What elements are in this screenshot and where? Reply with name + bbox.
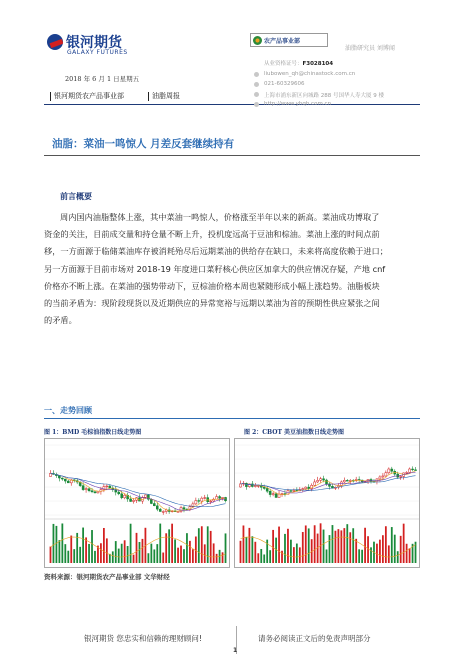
volume-bar [335, 531, 337, 563]
candle-body [58, 476, 60, 478]
volume-bar [70, 536, 72, 563]
volume-bar [243, 525, 245, 563]
candle-body [222, 497, 224, 498]
dept-label: 农产品事业部 [264, 38, 301, 45]
candle-body [216, 497, 218, 500]
volume-bar [53, 524, 55, 563]
candle-body [269, 491, 271, 494]
galaxy-logo-icon [47, 34, 63, 50]
preface-line: 周内国内油脂整体上涨，其中菜油一鸣惊人，价格涨至半年以来的新高。菜油成功博取了 [60, 212, 380, 222]
volume-bar [299, 547, 301, 563]
candle-body [314, 482, 316, 485]
preface-heading: 前言概要 [60, 192, 92, 201]
candle-body [64, 479, 66, 481]
volume-bar [225, 533, 227, 563]
volume-bar [284, 534, 286, 563]
candle-body [266, 488, 268, 491]
volume-bar [296, 544, 298, 563]
candle-body [245, 483, 247, 486]
volume-bar [82, 528, 84, 563]
volume-bar [382, 535, 384, 563]
volume-bar [370, 547, 372, 563]
volume-bar [337, 529, 339, 563]
volume-bar [332, 525, 334, 563]
analyst-name: 油脂研究员 刘博闻 [345, 45, 395, 52]
report-date: 2018 年 6 月 1 日星期五 [65, 75, 140, 83]
volume-bar [257, 553, 259, 563]
candle-body [124, 495, 126, 498]
volume-bar [186, 533, 188, 563]
volume-bar [139, 542, 141, 563]
phone-icon [254, 82, 259, 87]
candle-body [275, 494, 277, 498]
volume-bar [142, 539, 144, 563]
volume-bar [379, 540, 381, 563]
volume-bar [329, 535, 331, 563]
volume-bar [397, 551, 399, 563]
volume-bar [153, 549, 155, 563]
moving-average-line [51, 473, 226, 511]
candle-body [133, 500, 135, 501]
volume-bar [251, 536, 253, 563]
volume-bar [376, 544, 378, 563]
volume-bar [320, 523, 322, 563]
volume-bar [254, 542, 256, 563]
candle-body [82, 486, 84, 490]
volume-bar [195, 537, 197, 563]
volume-bar [198, 528, 200, 563]
candle-body [153, 504, 155, 506]
report-title: 油脂：菜油一鸣惊人 月差反套继续持有 [52, 138, 235, 150]
candle-body [91, 491, 93, 492]
volume-bar [100, 543, 102, 563]
volume-bar [112, 551, 114, 563]
candle-body [88, 489, 90, 491]
candle-body [323, 479, 325, 480]
volume-bar [388, 545, 390, 563]
volume-bar [79, 547, 81, 563]
candle-body [162, 512, 164, 513]
volume-bar [346, 524, 348, 563]
section1-heading: 一、走势回顾 [44, 406, 92, 415]
volume-bar [133, 555, 135, 563]
moving-average-line [51, 473, 226, 506]
tag-dept: 银河期货农产品事业部 [50, 92, 124, 101]
volume-bar [61, 523, 63, 563]
volume-bar [109, 554, 111, 563]
volume-bar [355, 539, 357, 563]
volume-bar [343, 528, 345, 563]
volume-bar [50, 547, 52, 563]
header-rule [44, 104, 420, 105]
preface-body [44, 209, 420, 329]
volume-bar [391, 527, 393, 563]
volume-bar [183, 549, 185, 563]
phone-text: 021-60329606 [264, 81, 305, 87]
volume-bar [159, 524, 161, 563]
candle-body [106, 486, 108, 487]
volume-bar [293, 547, 295, 563]
logo-cn-text: 银河期货 [66, 35, 122, 51]
email-icon [254, 72, 259, 77]
candle-body [109, 486, 111, 488]
volume-bar [349, 532, 351, 563]
candle-body [195, 501, 197, 504]
candle-body [67, 481, 69, 483]
candle-body [414, 470, 416, 471]
volume-bar [302, 532, 304, 563]
candle-body [305, 487, 307, 489]
volume-bar [308, 528, 310, 563]
candle-body [219, 497, 221, 499]
volume-bar [210, 531, 212, 563]
candle-body [385, 473, 387, 476]
candle-body [183, 508, 185, 510]
volume-bar [394, 535, 396, 563]
bmd-palm-oil-chart [44, 438, 230, 568]
volume-bar [263, 554, 265, 563]
volume-bar [177, 548, 179, 563]
candle-body [391, 469, 393, 471]
fig1-caption: 图 1：BMD 毛棕油指数日线走势图 [44, 429, 142, 436]
volume-bar [115, 541, 117, 563]
candle-body [382, 476, 384, 477]
candle-body [349, 480, 351, 481]
candle-body [254, 486, 256, 487]
volume-bar [406, 544, 408, 563]
title-rule [44, 155, 420, 156]
volume-bar [352, 528, 354, 563]
volume-bar [269, 550, 271, 563]
volume-bar [246, 537, 248, 563]
volume-bar [147, 553, 149, 563]
volume-bar [222, 552, 224, 563]
email-text[interactable]: liubowen_qh@chinastock.com.cn [264, 71, 356, 77]
volume-bar [192, 549, 194, 563]
volume-bar [189, 541, 191, 563]
candle-body [412, 469, 414, 470]
license-label: 从业资格证号： [264, 61, 303, 67]
volume-bar [73, 549, 75, 563]
preface-line: 资金的关注，目前成交量和持仓量不断上升，投机度远高于豆油和棕油。菜油上涨的时间点前 [44, 229, 380, 240]
volume-bar [290, 540, 292, 563]
candle-body [346, 480, 348, 481]
volume-bar [305, 525, 307, 563]
volume-bar [260, 549, 262, 563]
volume-bar [278, 527, 280, 563]
volume-bar [240, 541, 242, 563]
volume-bar [118, 549, 120, 563]
volume-bar [150, 544, 152, 563]
preface-line: 另一方面源于目前市场对 2018-19 年度进口菜籽核心供应区加拿大的供应情况存疑，产地 cnf [44, 263, 386, 274]
volume-bar [67, 551, 69, 563]
volume-bar [409, 548, 411, 563]
candle-body [317, 480, 319, 482]
page-number: 1 [233, 647, 238, 654]
volume-bar [58, 540, 60, 563]
volume-bar [367, 536, 369, 563]
section1-rule [44, 418, 420, 419]
candle-body [156, 506, 158, 509]
volume-bar [248, 528, 250, 563]
source-note: 资料来源：银河期货农产品事业部 文华财经 [44, 573, 170, 581]
candle-body [49, 473, 51, 476]
preface-line: 移，一方面源于临储菜油库存被消耗殆尽后远期菜油的供给存在缺口，未来将高度依赖于进口； [44, 246, 388, 257]
candle-body [388, 469, 390, 473]
candle-body [343, 480, 345, 482]
candle-body [85, 489, 87, 490]
license-number: F3028104 [302, 61, 334, 67]
volume-bar [385, 526, 387, 563]
candle-body [121, 494, 123, 498]
volume-bar [174, 539, 176, 563]
candle-body [118, 492, 120, 494]
tag-report-type: 油脂周报 [148, 92, 180, 101]
dept-flower-icon [253, 36, 262, 45]
candle-body [302, 489, 304, 490]
candle-body [177, 512, 179, 513]
fig2-caption: 图 2：CBOT 美豆油指数日线走势图 [244, 429, 345, 436]
cbot-soy-oil-chart [234, 438, 420, 568]
candle-body [94, 492, 96, 493]
address-text: 上海市浦东新区向城路 288 号国华人寿大厦 9 楼 [264, 93, 384, 99]
volume-bar [287, 529, 289, 563]
volume-bar [204, 544, 206, 563]
candle-body [239, 484, 241, 487]
candle-body [409, 469, 411, 472]
candle-body [130, 499, 132, 502]
volume-bar [213, 543, 215, 563]
volume-bar [136, 533, 138, 563]
volume-bar [56, 526, 58, 563]
volume-bar [323, 530, 325, 563]
volume-bar [207, 526, 209, 563]
volume-bar [124, 540, 126, 563]
volume-bar [272, 530, 274, 563]
candle-body [201, 498, 203, 501]
volume-bar [121, 544, 123, 563]
candle-body [379, 477, 381, 479]
moving-average-line [51, 473, 226, 510]
volume-bar [364, 528, 366, 563]
website-link[interactable]: http://www.yhqh.com.cn [264, 101, 332, 107]
footer-disclaimer: 请务必阅读正文后的免责声明部分 [258, 634, 371, 643]
volume-bar [180, 546, 182, 563]
volume-bar [358, 549, 360, 563]
preface-line: 的矛盾。 [44, 315, 77, 326]
candle-body [251, 484, 253, 487]
volume-bar [106, 538, 108, 563]
candle-body [272, 494, 274, 495]
address-icon [254, 92, 259, 97]
candle-body [97, 491, 99, 492]
volume-bar [171, 524, 173, 563]
footer-slogan: 银河期货 您忠实和信赖的理财顾问! [84, 634, 202, 643]
volume-bar [168, 529, 170, 563]
candle-body [400, 476, 402, 477]
volume-bar [64, 544, 66, 563]
candle-body [406, 472, 408, 473]
logo-en-text: GALAXY FUTURES [67, 49, 128, 56]
license-row [264, 59, 333, 67]
website-icon [254, 102, 259, 107]
volume-bar [94, 551, 96, 563]
volume-bar [201, 526, 203, 563]
volume-bar [216, 554, 218, 563]
volume-bar [361, 550, 363, 563]
candle-body [150, 499, 152, 503]
volume-bar [165, 533, 167, 563]
volume-bar [403, 524, 405, 563]
volume-bar [156, 544, 158, 563]
volume-bar [127, 546, 129, 563]
candle-body [320, 479, 322, 481]
volume-bar [91, 530, 93, 563]
candle-body [198, 501, 200, 502]
candle-body [263, 487, 265, 488]
candle-body [61, 478, 63, 479]
preface-line: 价格亦不断上涨。在菜油的强势带动下，豆棕油价格本周也紧随形成小幅上涨趋势。油脂板块 [44, 280, 380, 291]
candle-body [144, 495, 146, 497]
candle-body [293, 490, 295, 491]
volume-bar [400, 536, 402, 563]
volume-bar [130, 524, 132, 563]
volume-bar [85, 537, 87, 563]
volume-bar [314, 525, 316, 563]
volume-bar [340, 530, 342, 563]
preface-line: 的当前矛盾为：现阶段现货以及近期供应的异常宽裕与远期以菜油为首的预期性供应紧张之间 [44, 298, 380, 309]
candle-body [325, 480, 327, 484]
candle-body [159, 509, 161, 511]
candle-body [204, 498, 206, 499]
volume-bar [88, 544, 90, 563]
volume-bar [103, 528, 105, 563]
volume-bar [162, 553, 164, 563]
volume-bar [326, 549, 328, 563]
candle-body [210, 501, 212, 502]
candle-body [290, 491, 292, 492]
